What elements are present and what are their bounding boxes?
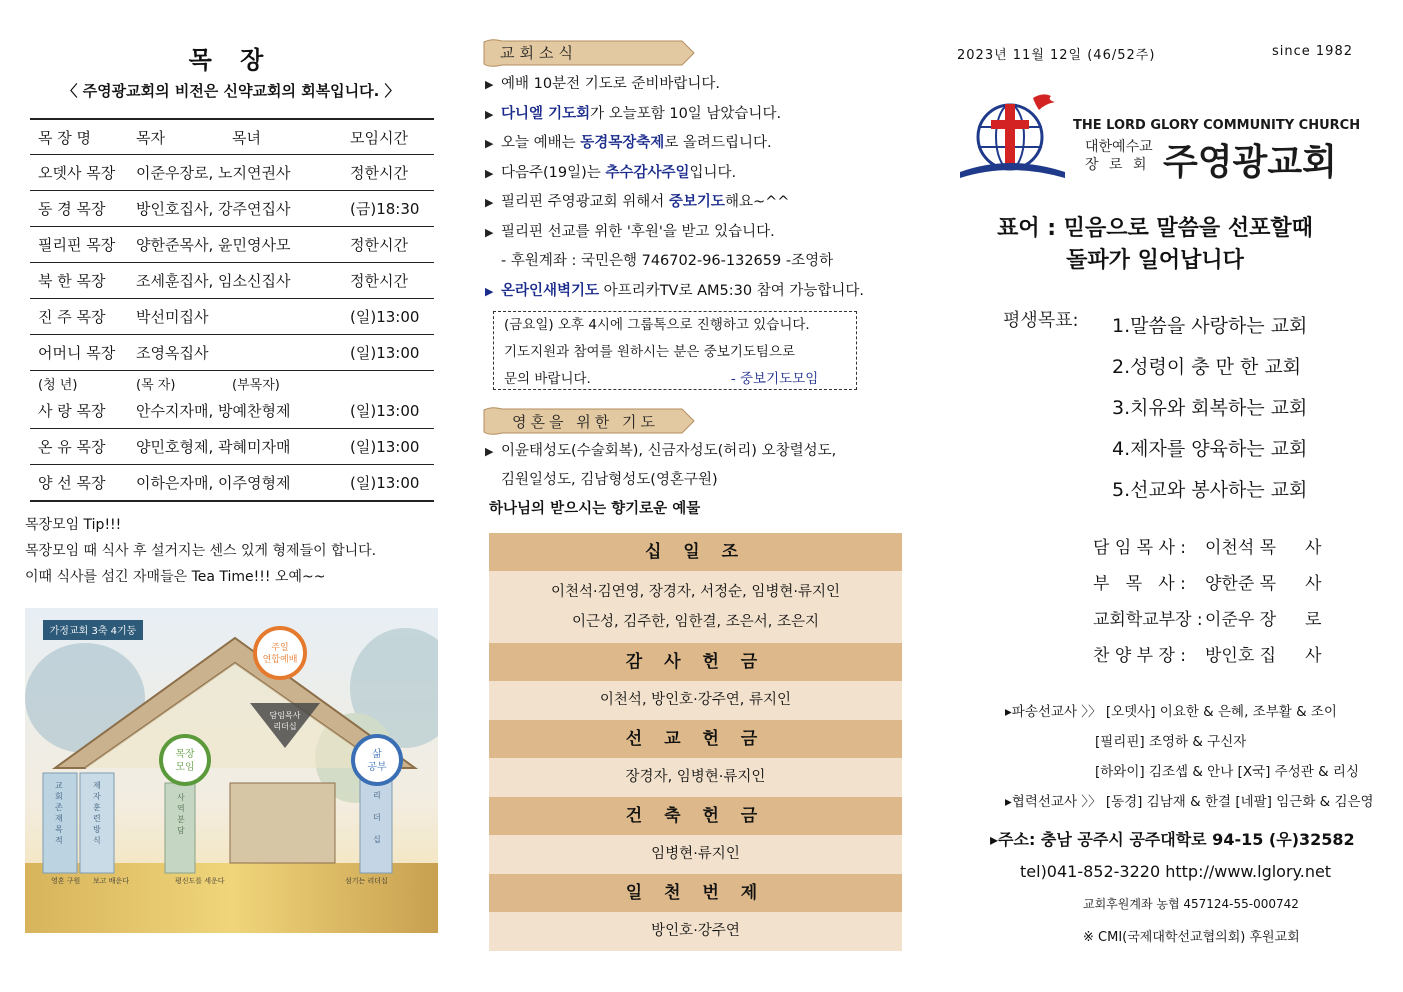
col-header-shepherd: 목자	[128, 119, 224, 155]
mokjang-time: (일)13:00	[342, 299, 434, 335]
mokjang-time: (일)13:00	[342, 429, 434, 465]
offering-title: 감 사 헌 금	[489, 643, 902, 681]
church-address: ▸주소: 충남 공주시 공주대학로 94-15 (우)32582	[990, 830, 1355, 849]
triangle-bullet-icon: ▶	[485, 225, 494, 239]
mokjang-time: (일)13:00	[342, 335, 434, 371]
staff-row: 담 임 목 사 : 이천석 목 사	[1093, 538, 1322, 558]
account-line: - 후원계좌 : 국민은행 746702-96-132659 -조영하	[501, 253, 834, 269]
mokjang-name: 필리핀 목장	[30, 227, 128, 263]
church-account: 교회후원계좌 농협 457124-55-000742	[1083, 897, 1299, 911]
tip-line: 이때 식사를 섬긴 자매들은 Tea Time!!! 오예~~	[25, 569, 326, 585]
goal-item: 4.제자를 양육하는 교회	[1112, 438, 1308, 460]
vision-statement: 〈 주영광교회의 비전은 신약교회의 회복입니다. 〉	[62, 82, 400, 100]
table-row	[30, 393, 434, 429]
offering-title: 건 축 헌 금	[489, 797, 902, 835]
mokjang-leaders: 양한준목사, 윤민영사모	[128, 227, 342, 263]
svg-text:가정교회 3축 4기둥: 가정교회 3축 4기둥	[49, 626, 137, 637]
youth-header-assistant: (부목자)	[232, 377, 280, 393]
tip-line: 목장모임 때 식사 후 설거지는 센스 있게 형제들이 합니다.	[25, 543, 377, 559]
mokjang-name: 양 선 목장	[30, 465, 128, 502]
box-line: (금요일) 오후 4시에 그룹톡으로 진행하고 있습니다.	[504, 317, 810, 333]
news-item: ▶ 오늘 예배는 동경목장축제로 올려드립니다.	[485, 129, 925, 159]
offering-title: 일 천 번 제	[489, 874, 902, 912]
church-logo	[955, 92, 1361, 187]
youth-header-name: (청 년)	[38, 377, 78, 393]
triangle-bullet-icon: ▶	[485, 196, 494, 209]
mokjang-name: 오뎃사 목장	[30, 155, 128, 191]
offering-names: 이천석·김연영, 장경자, 서정순, 임병현·류지인 이근성, 김주한, 임한결, 조은서, 조은지	[489, 571, 902, 643]
offering-names: 이천석, 방인호·강주연, 류지인	[489, 681, 902, 720]
svg-text:교회존재목적: 교 회 존 재 목 적	[55, 781, 63, 845]
table-row	[30, 263, 434, 299]
staff-row: 찬 양 부 장 : 방인호 집 사	[1093, 646, 1322, 666]
goals-label: 평생목표:	[1003, 310, 1079, 331]
goal-item: 5.선교와 봉사하는 교회	[1112, 479, 1308, 501]
house-church-illustration	[25, 608, 438, 933]
goal-item: 3.치유와 회복하는 교회	[1112, 397, 1308, 419]
news-banner-label: 교회소식	[500, 44, 578, 62]
col-header-wife: 목녀	[224, 119, 342, 155]
table-row	[30, 465, 434, 502]
svg-text:목장: 목장	[175, 749, 195, 760]
offering-names: 장경자, 임병현·류지인	[489, 758, 902, 797]
mokjang-time: (금)18:30	[342, 191, 434, 227]
church-contact: tel)041-852-3220 http://www.lglory.net	[1020, 862, 1332, 881]
globe-cross-icon	[955, 92, 1075, 187]
mokjang-time: 정한시간	[342, 155, 434, 191]
box-line: 문의 바랍니다. - 중보기도모임	[504, 371, 819, 387]
table-row	[30, 335, 434, 371]
mokjang-leaders: 조세훈집사, 임소신집사	[128, 263, 342, 299]
mokjang-leaders: 안수지자매, 방예찬형제	[128, 393, 342, 429]
mokjang-tip	[25, 512, 445, 590]
svg-text:주일: 주일	[271, 643, 289, 653]
soul-item-cont: 김원일성도, 김남형성도(영혼구원)	[501, 472, 718, 488]
staff-row: 교회학교부장 : 이준우 장 로	[1093, 610, 1322, 630]
logo-church-name: 주영광교회	[1163, 142, 1337, 183]
mokjang-leaders: 이하은자매, 이주영형제	[128, 465, 342, 502]
mokjang-time: (일)13:00	[342, 465, 434, 502]
mokjang-name: 동 경 목장	[30, 191, 128, 227]
since-year: since 1982	[1272, 44, 1353, 59]
mokjang-name: 진 주 목장	[30, 299, 128, 335]
youth-header-row	[30, 371, 434, 394]
cmi-note: ※ CMI(국제대학선교협의회) 후원교회	[1083, 930, 1300, 945]
offering-names: 임병현·류지인	[489, 835, 902, 874]
mokjang-table	[30, 118, 434, 502]
svg-text:공부: 공부	[367, 762, 387, 773]
news-item: ▶ 다음주(19일)는 추수감사주일입니다.	[485, 159, 925, 189]
col-header-time: 모임시간	[342, 119, 434, 155]
table-row	[30, 227, 434, 263]
youth-header-shepherd: (목 자)	[136, 377, 176, 393]
triangle-bullet-icon: ▶	[485, 137, 494, 150]
offerings-table	[489, 533, 902, 951]
staff-row: 부 목 사 : 양한준 목 사	[1093, 574, 1322, 594]
table-row	[30, 429, 434, 465]
soul-banner-label: 영혼을 위한 기도	[512, 413, 659, 431]
svg-text:모임: 모임	[175, 762, 195, 773]
offering-names: 방인호·강주연	[489, 912, 902, 951]
mokjang-time: 정한시간	[342, 227, 434, 263]
circle-sunday-worship	[255, 628, 305, 678]
table-row	[30, 155, 434, 191]
mokjang-leaders: 박선미집사	[128, 299, 342, 335]
svg-text:사역분담: 사 역 분 담	[177, 793, 185, 835]
triangle-bullet-icon: ▶	[485, 166, 494, 180]
mokjang-time: (일)13:00	[342, 393, 434, 429]
news-item: ▶ 다니엘 기도회가 오늘포함 10일 남았습니다.	[485, 100, 925, 130]
news-item: ▶ 예배 10분전 기도로 준비바랍니다.	[485, 70, 925, 100]
goal-item: 2.성령이 충 만 한 교회	[1112, 356, 1302, 378]
svg-text:제자훈련방식: 제 자 훈 련 방 식	[93, 781, 101, 845]
bulletin-date: 2023년 11월 12일 (46/52주)	[957, 48, 1156, 63]
svg-text:리더십: 리 더 십	[373, 791, 381, 844]
church-news	[485, 70, 925, 306]
box-line: 기도지원과 참여를 원하시는 분은 중보기도팀으로	[504, 344, 796, 360]
missionaries	[1005, 697, 1374, 817]
logo-english-name: THE LORD GLORY COMMUNITY CHURCH	[1073, 118, 1361, 133]
box-signature: - 중보기도모임	[730, 371, 819, 387]
mokjang-leaders: 방인호집사, 강주연집사	[128, 191, 342, 227]
news-item: ▶ 필리핀 주영광교회 위해서 중보기도해요~^^	[485, 188, 925, 218]
mokjang-name: 사 랑 목장	[30, 393, 128, 429]
svg-text:리더십: 리더십	[273, 722, 297, 731]
staff-list	[1093, 530, 1321, 674]
soul-prayer-list	[485, 437, 925, 524]
news-item: ▶ 온라인새벽기도 아프리카TV로 AM5:30 참여 가능합니다.	[485, 277, 925, 307]
theme-line: 돌파가 일어납니다	[1066, 248, 1244, 273]
col-header-name: 목 장 명	[30, 119, 128, 155]
mokjang-name: 북 한 목장	[30, 263, 128, 299]
circle-mokjang	[161, 736, 209, 784]
offering-title: 십 일 조	[489, 533, 902, 571]
news-item: ▶ 필리핀 선교를 위한 '후원'을 받고 있습니다.	[485, 218, 925, 248]
logo-denomination: 대한예수교 장 로 회	[1085, 139, 1153, 173]
svg-text:담임목사: 담임목사	[269, 711, 301, 720]
prayer-group-box	[493, 311, 857, 390]
table-header-row	[30, 119, 434, 155]
offering-caption: 하나님의 받으시는 향기로운 예물	[489, 501, 701, 517]
svg-text:평신도를 세운다: 평신도를 세운다	[175, 877, 225, 885]
table-row	[30, 191, 434, 227]
mokjang-leaders: 양민호형제, 곽혜미자매	[128, 429, 342, 465]
svg-text:보고 배운다: 보고 배운다	[93, 877, 130, 885]
pillar-4	[360, 773, 392, 873]
svg-text:섬기는 리더십: 섬기는 리더십	[345, 877, 388, 885]
mokjang-name: 온 유 목장	[30, 429, 128, 465]
mokjang-leaders: 조영옥집사	[128, 335, 342, 371]
missionary-line: ▸파송선교사 〉〉 [오뎃사] 이요한 & 은혜, 조부활 & 조이	[1005, 704, 1337, 720]
svg-text:삶: 삶	[372, 749, 382, 760]
goal-item: 1.말씀을 사랑하는 교회	[1112, 315, 1308, 337]
lifetime-goals	[1112, 306, 1307, 511]
triangle-bullet-icon: ▶	[485, 78, 494, 91]
svg-text:영혼 구원: 영혼 구원	[51, 877, 81, 885]
triangle-bullet-icon: ▶	[485, 445, 494, 458]
missionary-line: ▸협력선교사 〉〉 [동경] 김남재 & 한결 [네팔] 임근화 & 김은영	[1005, 794, 1374, 810]
svg-text:연합예배: 연합예배	[262, 655, 298, 665]
mokjang-leaders: 이준우장로, 노지연권사	[128, 155, 342, 191]
mokjang-time: 정한시간	[342, 263, 434, 299]
missionary-line: [하와이] 김조셉 & 안나 [X국] 주성관 & 리싱	[1095, 764, 1359, 780]
circle-life-study	[353, 736, 401, 784]
tip-title: 목장모임 Tip!!!	[25, 517, 122, 533]
missionary-line: [필리핀] 조영하 & 구신자	[1095, 734, 1247, 750]
theme-line: 표어 : 믿음으로 말씀을 선포할때	[997, 216, 1313, 241]
triangle-bullet-icon: ▶	[485, 284, 494, 298]
offering-title: 선 교 헌 금	[489, 720, 902, 758]
table-row	[30, 299, 434, 335]
mokjang-title: 목 장	[188, 46, 274, 74]
triangle-bullet-icon: ▶	[485, 107, 494, 121]
church-theme	[955, 213, 1355, 277]
mokjang-name: 어머니 목장	[30, 335, 128, 371]
soul-item: ▶ 이윤태성도(수술회복), 신금자성도(허리) 오창렬성도,	[485, 437, 925, 466]
house-door	[230, 783, 335, 863]
